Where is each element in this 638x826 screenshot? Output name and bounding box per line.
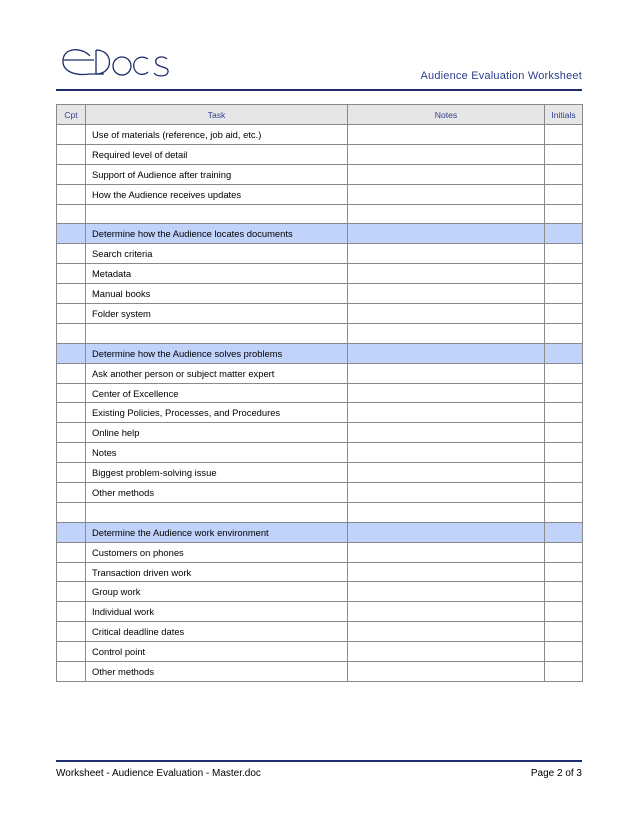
cpt-cell [57,403,86,423]
cpt-cell [57,662,86,682]
table-header-row [57,105,583,125]
initials-cell [545,264,583,284]
initials-cell [545,443,583,463]
initials-cell [545,383,583,403]
task-cell: Individual work [86,602,348,622]
footer-filename: Worksheet - Audience Evaluation - Master.doc [56,768,261,779]
table-row [57,642,583,662]
task-cell: Other methods [86,483,348,503]
task-cell: Notes [86,443,348,463]
notes-cell [348,483,545,503]
cpt-cell [57,323,86,343]
task-cell: Ask another person or subject matter expert [86,363,348,383]
initials-cell [545,582,583,602]
table-body [57,125,583,682]
notes-cell [348,284,545,304]
task-cell [86,502,348,522]
cpt-cell [57,144,86,164]
table-row [57,144,583,164]
cpt-cell [57,363,86,383]
cpt-cell [57,184,86,204]
table-row [57,125,583,145]
cpt-cell [57,423,86,443]
table-row [57,483,583,503]
notes-cell [348,443,545,463]
task-cell: Required level of detail [86,144,348,164]
task-cell: Other methods [86,662,348,682]
table-row [57,164,583,184]
table-row [57,184,583,204]
edocs-logo [60,44,172,80]
cpt-cell [57,284,86,304]
table-row [57,244,583,264]
notes-cell [348,502,545,522]
initials-cell [545,244,583,264]
notes-cell [348,323,545,343]
notes-cell [348,622,545,642]
cpt-cell [57,264,86,284]
task-cell: Group work [86,582,348,602]
cpt-cell [57,483,86,503]
cpt-cell [57,443,86,463]
cpt-cell [57,125,86,145]
notes-cell [348,403,545,423]
cpt-cell [57,522,86,542]
initials-cell [545,224,583,244]
initials-cell [545,562,583,582]
table-row [57,662,583,682]
initials-cell [545,164,583,184]
task-cell: Metadata [86,264,348,284]
notes-cell [348,463,545,483]
table-row [57,622,583,642]
document-title: Audience Evaluation Worksheet [420,70,582,82]
table-row [57,284,583,304]
section-row [57,224,583,244]
task-cell: Folder system [86,304,348,324]
cpt-cell [57,502,86,522]
task-cell: Determine how the Audience solves problems [86,343,348,363]
notes-cell [348,562,545,582]
cpt-cell [57,542,86,562]
table-row [57,463,583,483]
notes-cell [348,383,545,403]
initials-cell [545,602,583,622]
cpt-cell [57,244,86,264]
notes-cell [348,582,545,602]
header-rule [56,89,582,91]
column-header-notes: Notes [348,105,545,125]
initials-cell [545,284,583,304]
notes-cell [348,423,545,443]
notes-cell [348,602,545,622]
task-cell [86,204,348,224]
initials-cell [545,463,583,483]
section-row [57,343,583,363]
notes-cell [348,304,545,324]
initials-cell [545,204,583,224]
cpt-cell [57,164,86,184]
column-header-task: Task [86,105,348,125]
notes-cell [348,343,545,363]
initials-cell [545,662,583,682]
notes-cell [348,224,545,244]
notes-cell [348,244,545,264]
table-row [57,443,583,463]
notes-cell [348,125,545,145]
table-row [57,264,583,284]
task-cell: Manual books [86,284,348,304]
initials-cell [545,363,583,383]
section-row [57,522,583,542]
initials-cell [545,642,583,662]
task-cell: Existing Policies, Processes, and Procedures [86,403,348,423]
task-cell: Determine the Audience work environment [86,522,348,542]
table-row [57,562,583,582]
table-row [57,204,583,224]
task-cell: Center of Excellence [86,383,348,403]
task-cell: Use of materials (reference, job aid, etc.) [86,125,348,145]
cpt-cell [57,343,86,363]
task-cell: How the Audience receives updates [86,184,348,204]
cpt-cell [57,304,86,324]
table-row [57,403,583,423]
table-row [57,502,583,522]
table-row [57,383,583,403]
initials-cell [545,323,583,343]
notes-cell [348,642,545,662]
initials-cell [545,622,583,642]
initials-cell [545,184,583,204]
notes-cell [348,204,545,224]
cpt-cell [57,582,86,602]
initials-cell [545,522,583,542]
task-cell: Support of Audience after training [86,164,348,184]
table-row [57,602,583,622]
task-cell: Control point [86,642,348,662]
notes-cell [348,662,545,682]
initials-cell [545,125,583,145]
cpt-cell [57,622,86,642]
initials-cell [545,304,583,324]
task-cell: Online help [86,423,348,443]
initials-cell [545,423,583,443]
cpt-cell [57,224,86,244]
cpt-cell [57,642,86,662]
task-cell [86,323,348,343]
notes-cell [348,264,545,284]
cpt-cell [57,602,86,622]
cpt-cell [57,383,86,403]
notes-cell [348,164,545,184]
notes-cell [348,363,545,383]
table-row [57,423,583,443]
initials-cell [545,343,583,363]
cpt-cell [57,562,86,582]
task-cell: Critical deadline dates [86,622,348,642]
initials-cell [545,502,583,522]
table-row [57,323,583,343]
notes-cell [348,144,545,164]
table-row [57,542,583,562]
worksheet-table [56,104,583,682]
initials-cell [545,483,583,503]
task-cell: Transaction driven work [86,562,348,582]
notes-cell [348,542,545,562]
column-header-initials: Initials [545,105,583,125]
task-cell: Search criteria [86,244,348,264]
cpt-cell [57,204,86,224]
initials-cell [545,403,583,423]
table-row [57,363,583,383]
initials-cell [545,144,583,164]
task-cell: Biggest problem-solving issue [86,463,348,483]
footer-rule [56,760,582,762]
footer-page-number: Page 2 of 3 [530,768,582,779]
table-row [57,304,583,324]
cpt-cell [57,463,86,483]
notes-cell [348,184,545,204]
task-cell: Determine how the Audience locates documents [86,224,348,244]
initials-cell [545,542,583,562]
notes-cell [348,522,545,542]
column-header-cpt: Cpt [57,105,86,125]
task-cell: Customers on phones [86,542,348,562]
table-row [57,582,583,602]
